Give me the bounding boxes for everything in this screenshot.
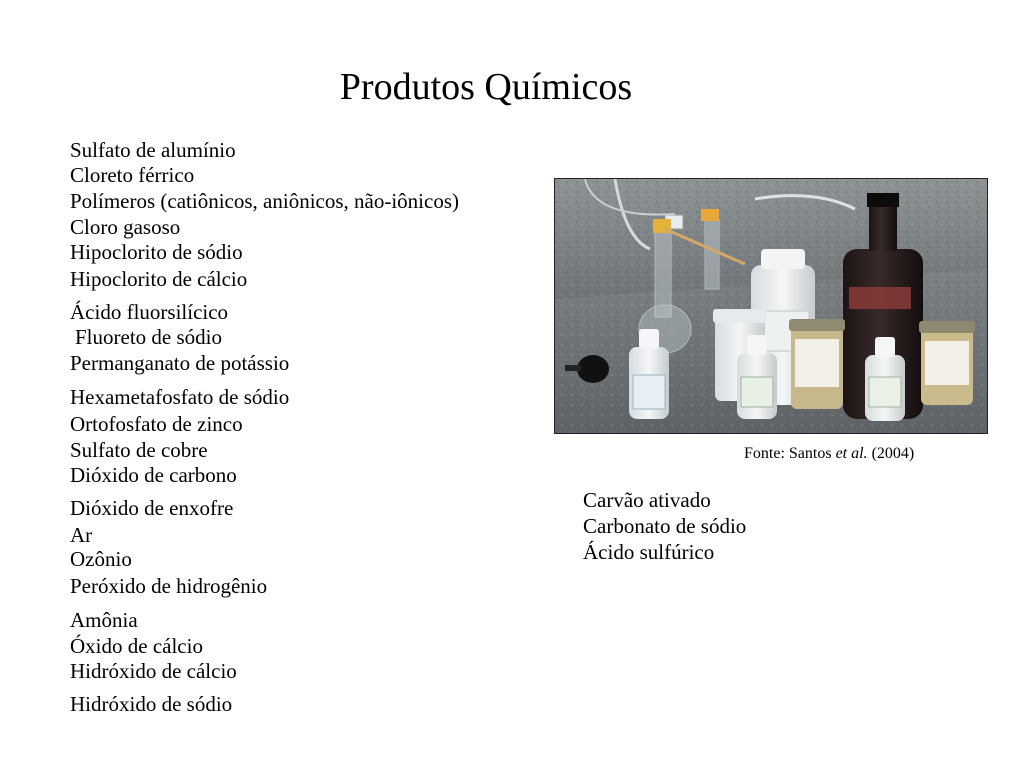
list-item: Hipoclorito de cálcio bbox=[70, 267, 248, 291]
list-item: Ortofosfato de zinco bbox=[70, 412, 243, 436]
caption-et-al: et al. bbox=[835, 445, 868, 462]
caption-suffix: (2004) bbox=[867, 445, 915, 462]
list-item: Dióxido de carbono bbox=[70, 463, 237, 487]
list-item: Hipoclorito de sódio bbox=[70, 240, 243, 264]
list-item: Hexametafosfato de sódio bbox=[70, 385, 290, 409]
list-item: Carvão ativado bbox=[583, 488, 711, 512]
list-item: Cloreto férrico bbox=[70, 163, 195, 187]
list-item: Ar bbox=[70, 523, 93, 547]
list-item: Hidróxido de sódio bbox=[70, 692, 233, 716]
list-item: Sulfato de cobre bbox=[70, 438, 208, 462]
caption-prefix: Fonte: Santos bbox=[744, 445, 836, 462]
list-item: Sulfato de alumínio bbox=[70, 138, 236, 162]
list-item: Cloro gasoso bbox=[70, 215, 181, 239]
list-item: Carbonato de sódio bbox=[583, 514, 747, 538]
list-item: Ácido fluorsilícico bbox=[70, 300, 229, 324]
list-item: Hidróxido de cálcio bbox=[70, 659, 237, 683]
list-item: Ozônio bbox=[70, 547, 132, 571]
slide-title: Produtos Químicos bbox=[339, 66, 633, 108]
list-item: Fluoreto de sódio bbox=[75, 325, 222, 349]
list-item: Peróxido de hidrogênio bbox=[70, 574, 268, 598]
list-item: Amônia bbox=[70, 608, 138, 632]
list-item: Permanganato de potássio bbox=[70, 351, 290, 375]
chemical-products-photo bbox=[554, 178, 988, 434]
photo-caption bbox=[744, 444, 914, 464]
list-item: Polímeros (catiônicos, aniônicos, não-iônicos) bbox=[70, 189, 460, 213]
list-item: Ácido sulfúrico bbox=[583, 540, 715, 564]
list-item: Óxido de cálcio bbox=[70, 634, 203, 658]
list-item: Dióxido de enxofre bbox=[70, 496, 234, 520]
